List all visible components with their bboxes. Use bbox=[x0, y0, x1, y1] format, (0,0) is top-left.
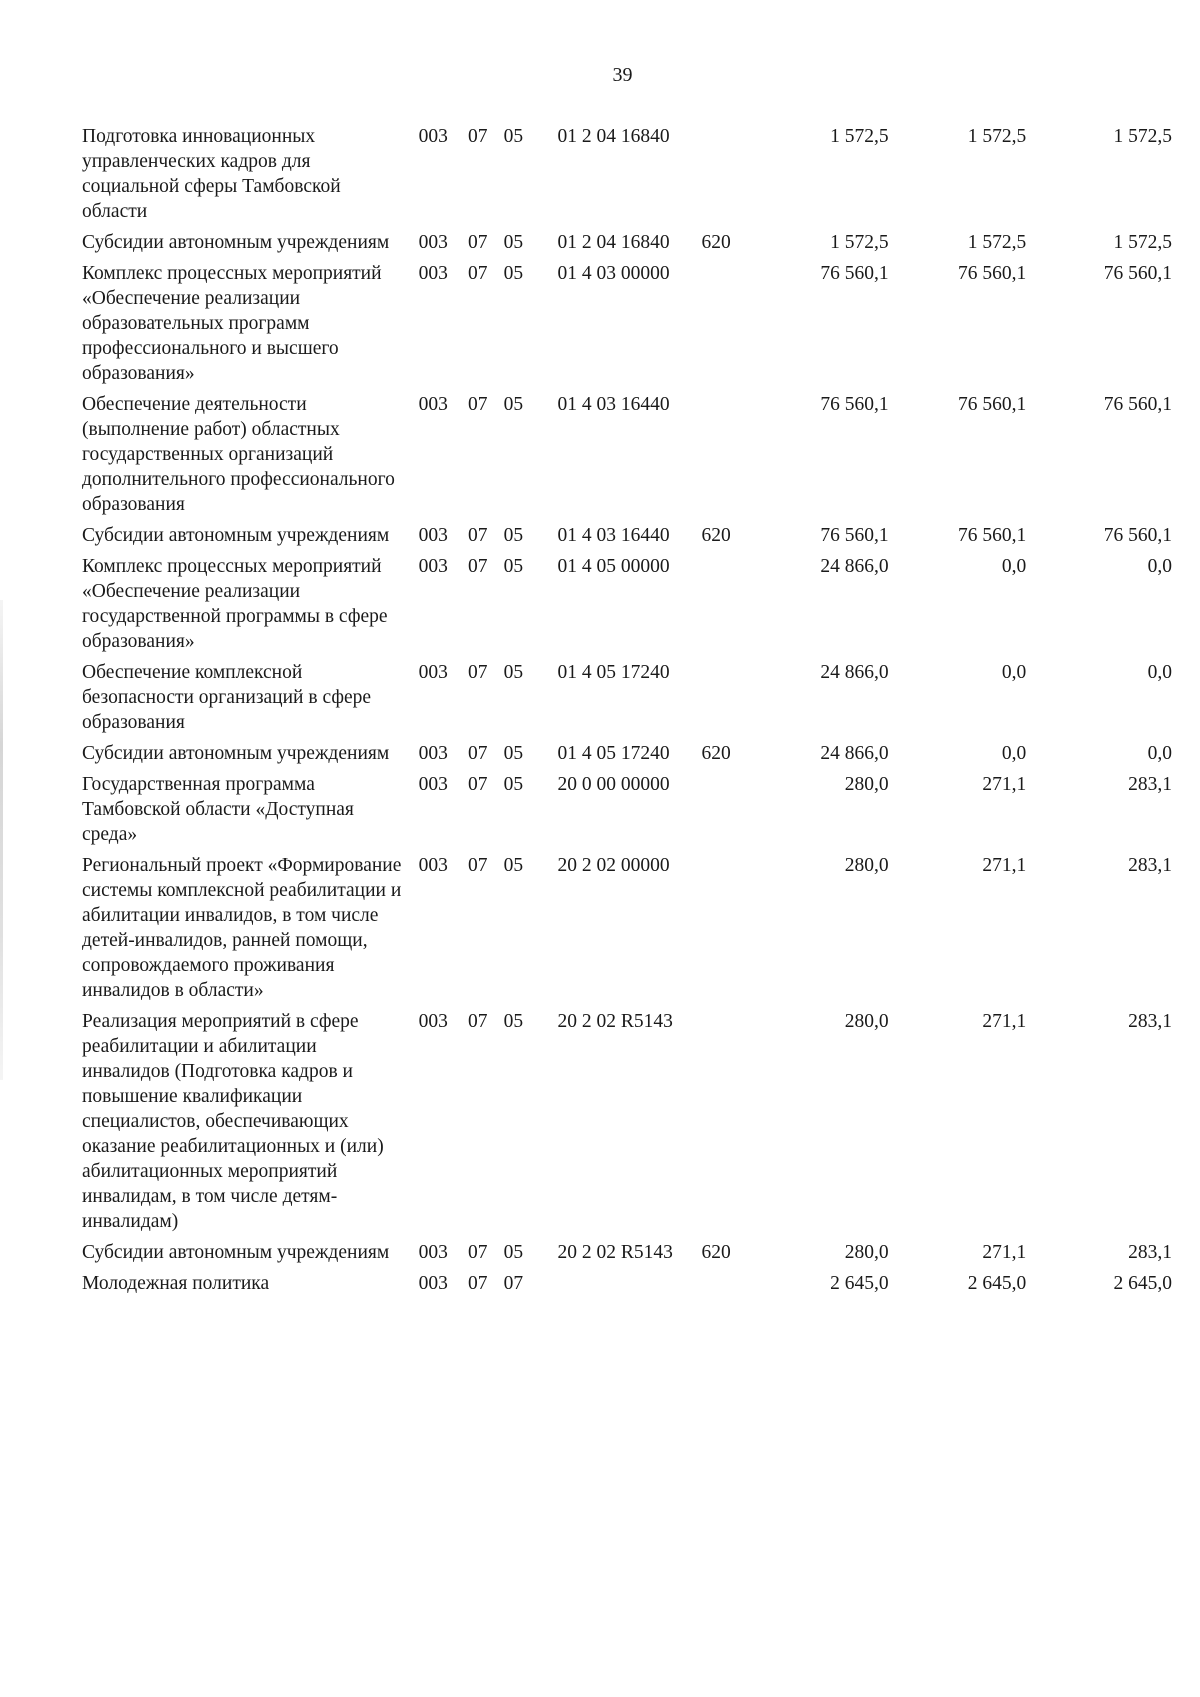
table-row bbox=[82, 230, 1172, 261]
target-article-code: 01 4 03 16440 bbox=[557, 394, 670, 415]
table-row bbox=[82, 523, 1172, 554]
table-row bbox=[82, 772, 1172, 853]
section-code: 07 bbox=[468, 263, 488, 284]
amount-year-3: 283,1 bbox=[1128, 1242, 1172, 1263]
amount-year-3: 0,0 bbox=[1147, 662, 1172, 683]
amount-year-3: 283,1 bbox=[1128, 1011, 1172, 1032]
amount-year-1: 1 572,5 bbox=[830, 232, 889, 253]
amount-year-1: 280,0 bbox=[844, 1011, 889, 1032]
amount-year-2: 271,1 bbox=[982, 855, 1027, 876]
amount-year-3: 76 560,1 bbox=[1103, 263, 1172, 284]
amount-year-2: 271,1 bbox=[982, 1242, 1027, 1263]
target-article-code: 20 2 02 00000 bbox=[557, 855, 670, 876]
expense-type-code bbox=[702, 1009, 751, 1240]
scan-edge-shadow bbox=[0, 600, 3, 1080]
item-name: Комплекс процессных мероприятий «Обеспечение реализации образовательных программ профессионального и высшего образования» bbox=[82, 263, 382, 384]
expense-type-code bbox=[702, 772, 751, 853]
table-row bbox=[82, 1240, 1172, 1271]
amount-year-2: 271,1 bbox=[982, 1011, 1027, 1032]
target-article-code: 20 2 02 R5143 bbox=[557, 1011, 673, 1032]
item-name: Молодежная политика bbox=[82, 1273, 270, 1294]
dept-code: 003 bbox=[418, 1242, 448, 1263]
table-row bbox=[82, 853, 1172, 1009]
item-name: Субсидии автономным учреждениям bbox=[82, 232, 390, 253]
amount-year-2: 76 560,1 bbox=[958, 525, 1027, 546]
amount-year-1: 2 645,0 bbox=[830, 1273, 889, 1294]
target-article-code: 20 0 00 00000 bbox=[557, 774, 670, 795]
amount-year-3: 76 560,1 bbox=[1103, 394, 1172, 415]
dept-code: 003 bbox=[418, 774, 448, 795]
section-code: 07 bbox=[468, 232, 488, 253]
expense-type-code bbox=[702, 853, 751, 1009]
dept-code: 003 bbox=[418, 855, 448, 876]
subsection-code: 05 bbox=[503, 263, 524, 284]
item-name: Субсидии автономным учреждениям bbox=[82, 525, 390, 546]
section-code: 07 bbox=[468, 126, 488, 147]
amount-year-1: 280,0 bbox=[844, 1242, 889, 1263]
target-article-code: 20 2 02 R5143 bbox=[557, 1242, 673, 1263]
amount-year-1: 24 866,0 bbox=[820, 556, 889, 577]
target-article-code: 01 2 04 16840 bbox=[557, 232, 670, 253]
subsection-code: 05 bbox=[503, 1011, 524, 1032]
amount-year-3: 2 645,0 bbox=[1113, 1273, 1172, 1294]
section-code: 07 bbox=[468, 394, 488, 415]
section-code: 07 bbox=[468, 556, 488, 577]
amount-year-1: 24 866,0 bbox=[820, 662, 889, 683]
expense-type-code: 620 bbox=[701, 232, 731, 253]
subsection-code: 05 bbox=[503, 662, 524, 683]
table-row bbox=[82, 1271, 1172, 1302]
dept-code: 003 bbox=[418, 1011, 448, 1032]
target-article-code: 01 4 05 17240 bbox=[557, 662, 670, 683]
amount-year-1: 76 560,1 bbox=[820, 525, 889, 546]
amount-year-1: 76 560,1 bbox=[820, 394, 889, 415]
dept-code: 003 bbox=[418, 662, 448, 683]
amount-year-2: 76 560,1 bbox=[958, 263, 1027, 284]
subsection-code: 05 bbox=[503, 126, 524, 147]
subsection-code: 05 bbox=[503, 1242, 524, 1263]
item-name: Обеспечение деятельности (выполнение работ) областных государственных организаций дополнительного профессионального образования bbox=[82, 394, 395, 515]
amount-year-3: 283,1 bbox=[1128, 774, 1172, 795]
budget-table bbox=[82, 124, 1172, 1302]
table-row bbox=[82, 741, 1172, 772]
dept-code: 003 bbox=[418, 394, 448, 415]
expense-type-code: 620 bbox=[701, 525, 731, 546]
section-code: 07 bbox=[468, 1011, 488, 1032]
subsection-code: 07 bbox=[503, 1273, 524, 1294]
dept-code: 003 bbox=[418, 743, 448, 764]
amount-year-1: 280,0 bbox=[844, 774, 889, 795]
amount-year-3: 0,0 bbox=[1147, 556, 1172, 577]
table-row bbox=[82, 660, 1172, 741]
dept-code: 003 bbox=[418, 525, 448, 546]
subsection-code: 05 bbox=[503, 556, 524, 577]
expense-type-code bbox=[702, 392, 751, 523]
amount-year-2: 76 560,1 bbox=[958, 394, 1027, 415]
amount-year-2: 0,0 bbox=[1001, 662, 1027, 683]
item-name: Реализация мероприятий в сфере реабилитации и абилитации инвалидов (Подготовка кадров и повышение квалификации специалистов, обеспечивающих оказание реабилитационных и (или) абилитационных мероприятий инвалидам, в том числе детям-инвалидам) bbox=[82, 1011, 384, 1232]
subsection-code: 05 bbox=[503, 774, 524, 795]
item-name: Субсидии автономным учреждениям bbox=[82, 1242, 390, 1263]
table-row bbox=[82, 261, 1172, 392]
table-row bbox=[82, 554, 1172, 660]
target-article-code: 01 4 05 00000 bbox=[557, 556, 670, 577]
item-name: Комплекс процессных мероприятий «Обеспечение реализации государственной программы в сфере образования» bbox=[82, 556, 388, 652]
dept-code: 003 bbox=[418, 232, 448, 253]
amount-year-2: 1 572,5 bbox=[967, 126, 1027, 147]
item-name: Государственная программа Тамбовской области «Доступная среда» bbox=[82, 774, 354, 845]
subsection-code: 05 bbox=[503, 232, 524, 253]
item-name: Субсидии автономным учреждениям bbox=[82, 743, 390, 764]
target-article-code bbox=[558, 1271, 702, 1302]
section-code: 07 bbox=[468, 525, 488, 546]
amount-year-1: 280,0 bbox=[844, 855, 889, 876]
subsection-code: 05 bbox=[503, 525, 524, 546]
expense-type-code: 620 bbox=[701, 743, 731, 764]
dept-code: 003 bbox=[418, 556, 448, 577]
section-code: 07 bbox=[468, 662, 488, 683]
amount-year-1: 76 560,1 bbox=[820, 263, 889, 284]
target-article-code: 01 2 04 16840 bbox=[557, 126, 670, 147]
section-code: 07 bbox=[468, 774, 488, 795]
amount-year-2: 0,0 bbox=[1001, 743, 1027, 764]
amount-year-1: 1 572,5 bbox=[830, 126, 889, 147]
amount-year-3: 76 560,1 bbox=[1103, 525, 1172, 546]
item-name: Обеспечение комплексной безопасности организаций в сфере образования bbox=[82, 662, 372, 733]
section-code: 07 bbox=[468, 1273, 488, 1294]
amount-year-1: 24 866,0 bbox=[820, 743, 889, 764]
subsection-code: 05 bbox=[503, 743, 524, 764]
table-row bbox=[82, 124, 1172, 230]
dept-code: 003 bbox=[418, 1273, 448, 1294]
amount-year-3: 283,1 bbox=[1128, 855, 1172, 876]
item-name: Региональный проект «Формирование системы комплексной реабилитации и абилитации инвалидов, в том числе детей-инвалидов, ранней помощи, сопровождаемого проживания инвалидов в области» bbox=[82, 855, 402, 1001]
amount-year-2: 271,1 bbox=[982, 774, 1027, 795]
item-name: Подготовка инновационных управленческих кадров для социальной сферы Тамбовской области bbox=[82, 126, 341, 222]
amount-year-3: 1 572,5 bbox=[1113, 126, 1172, 147]
expense-type-code bbox=[702, 660, 751, 741]
amount-year-2: 1 572,5 bbox=[967, 232, 1027, 253]
dept-code: 003 bbox=[418, 263, 448, 284]
dept-code: 003 bbox=[418, 126, 448, 147]
subsection-code: 05 bbox=[503, 855, 524, 876]
expense-type-code bbox=[702, 1271, 751, 1302]
section-code: 07 bbox=[468, 855, 488, 876]
subsection-code: 05 bbox=[503, 394, 524, 415]
expense-type-code bbox=[702, 124, 751, 230]
section-code: 07 bbox=[468, 743, 488, 764]
amount-year-2: 0,0 bbox=[1001, 556, 1027, 577]
target-article-code: 01 4 05 17240 bbox=[557, 743, 670, 764]
expense-type-code bbox=[702, 554, 751, 660]
amount-year-3: 1 572,5 bbox=[1113, 232, 1172, 253]
amount-year-2: 2 645,0 bbox=[967, 1273, 1027, 1294]
target-article-code: 01 4 03 16440 bbox=[557, 525, 670, 546]
expense-type-code bbox=[702, 261, 751, 392]
page-number: 39 bbox=[612, 64, 633, 86]
amount-year-3: 0,0 bbox=[1147, 743, 1172, 764]
expense-type-code: 620 bbox=[701, 1242, 731, 1263]
target-article-code: 01 4 03 00000 bbox=[557, 263, 670, 284]
table-row bbox=[82, 1009, 1172, 1240]
table-row bbox=[82, 392, 1172, 523]
section-code: 07 bbox=[468, 1242, 488, 1263]
